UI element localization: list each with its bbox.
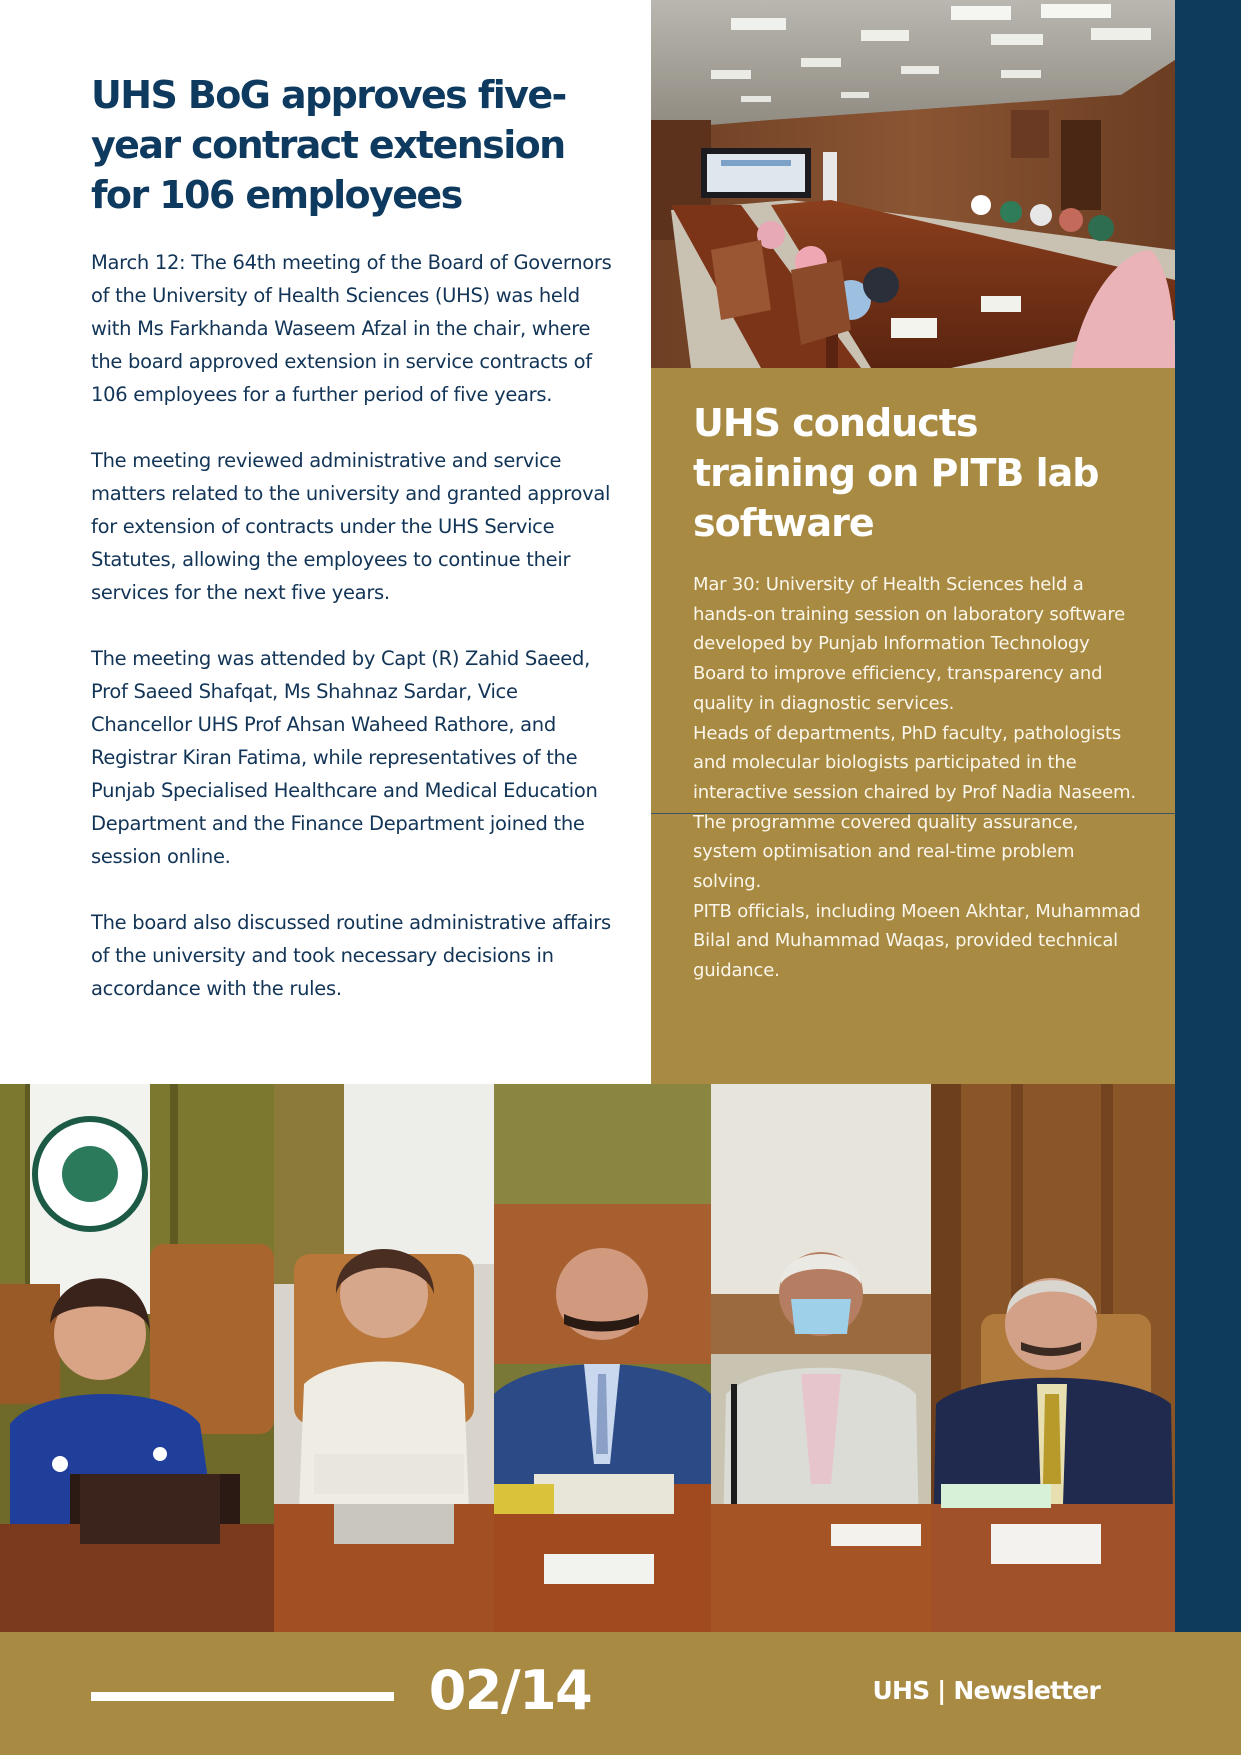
footer-decorative-line (91, 1692, 394, 1701)
board-member-photo (494, 1084, 711, 1632)
bog-article-paragraph: March 12: The 64th meeting of the Board of Governors of the University of Health Sciences (UHS) was held with Ms Farkhanda Waseem Afzal in the chair, where the board approved extension in service contracts of 106 employees for a further period of five years. (91, 251, 612, 406)
board-member-photo (931, 1084, 1175, 1632)
page-number: 02/14 (428, 1659, 592, 1722)
training-article-body (693, 570, 1143, 986)
training-article-headline: UHS conducts training on PITB lab software (693, 401, 1099, 545)
training-room-photo (651, 0, 1175, 368)
bog-article-headline: UHS BoG approves five-year contract extension for 106 employees (91, 73, 566, 217)
training-article-paragraph: PITB officials, including Moeen Akhtar, Muhammad Bilal and Muhammad Waqas, provided technical guidance. (693, 900, 1141, 982)
bog-article-paragraph: The board also discussed routine administrative affairs of the university and took necessary decisions in accordance with the rules. (91, 911, 611, 1000)
navy-side-strip (1175, 0, 1241, 1632)
newsletter-brand: UHS | Newsletter (872, 1676, 1100, 1705)
page-footer (0, 1632, 1241, 1755)
bog-article-paragraph: The meeting reviewed administrative and service matters related to the university and granted approval for extension of contracts under the UHS Service Statutes, allowing the employees to continue their services for the next five years. (91, 449, 611, 604)
bog-article (91, 70, 621, 1038)
training-article (693, 398, 1143, 986)
board-members-photo-strip (0, 1084, 1175, 1632)
board-member-photo (0, 1084, 274, 1632)
bog-article-body (91, 246, 621, 1005)
training-article-paragraph: Mar 30: University of Health Sciences held a hands-on training session on laboratory software developed by Punjab Information Technology Board to improve efficiency, transparency and quality in diagnostic services. (693, 574, 1126, 714)
board-member-photo (274, 1084, 494, 1632)
training-article-paragraph: Heads of departments, PhD faculty, pathologists and molecular biologists participated in the interactive session chaired by Prof Nadia Naseem. The programme covered quality assurance, system optimisation and real-time problem solving. (693, 722, 1136, 893)
bog-article-paragraph: The meeting was attended by Capt (R) Zahid Saeed, Prof Saeed Shafqat, Ms Shahnaz Sardar, Vice Chancellor UHS Prof Ahsan Waheed Rathore, and Registrar Kiran Fatima, while representatives of the Punjab Specialised Healthcare and Medical Education Department and the Finance Department joined the session online. (91, 647, 598, 868)
board-member-photo (711, 1084, 931, 1632)
